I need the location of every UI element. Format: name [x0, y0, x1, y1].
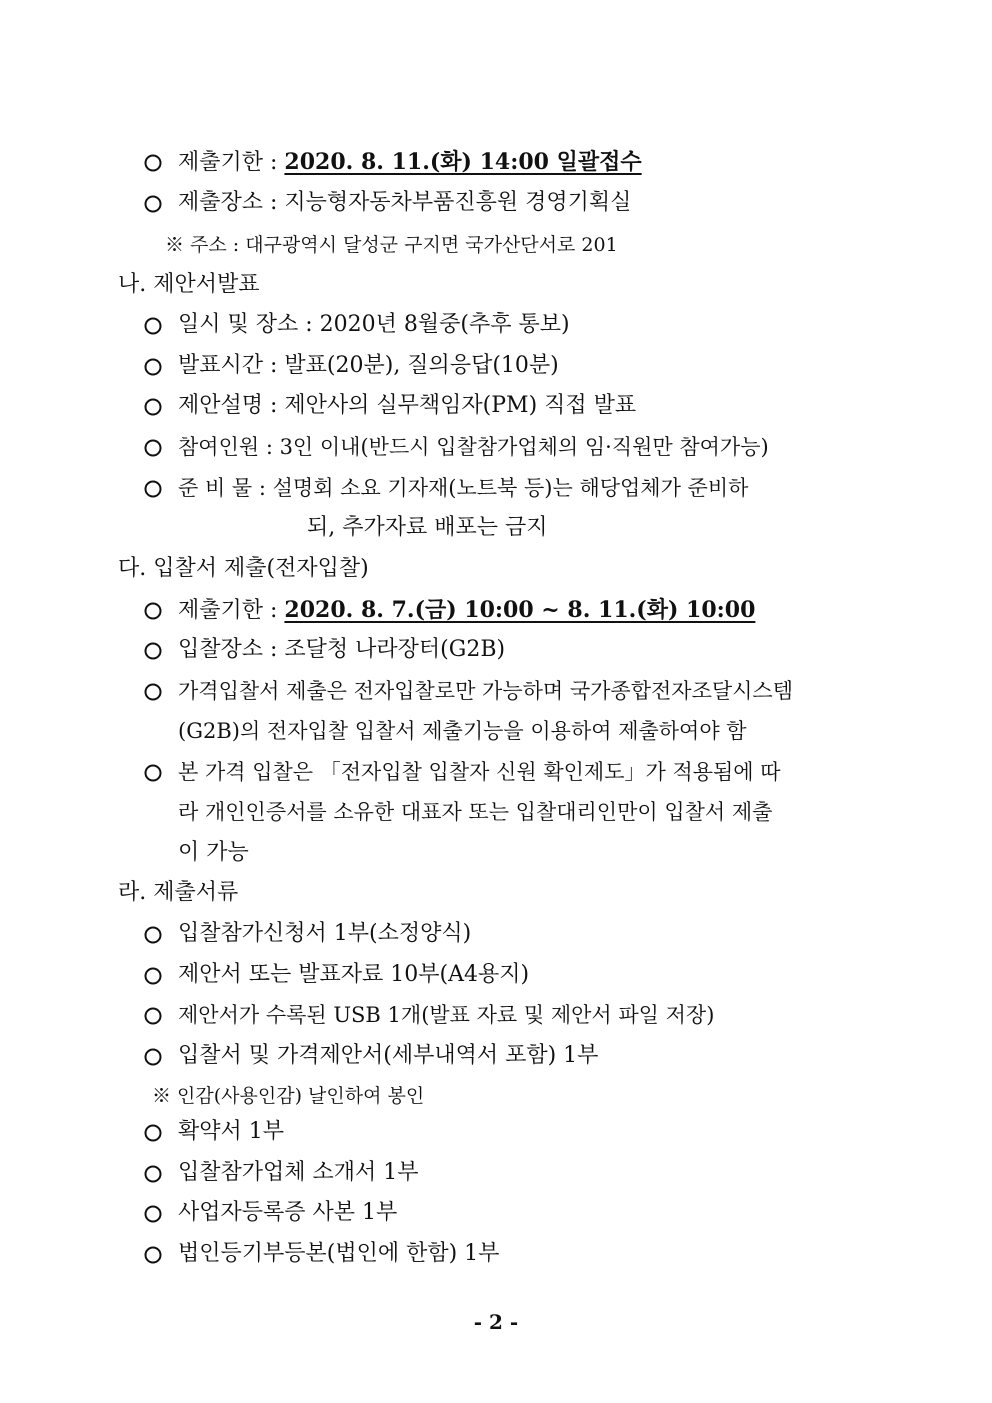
circle-bullet-icon	[143, 1047, 163, 1067]
submit-place-text: 제출장소 : 지능형자동차부품진흥원 경영기획실	[178, 190, 632, 215]
circle-bullet-icon	[143, 601, 163, 621]
deadline-label: 제출기한 :	[178, 598, 278, 623]
circle-bullet-icon	[143, 641, 163, 661]
circle-bullet-icon	[143, 1245, 163, 1265]
circle-bullet-icon	[143, 357, 163, 377]
circle-bullet-icon	[143, 1164, 163, 1184]
page-number: - 2 -	[473, 1310, 519, 1334]
seal-note: ※ 인감(사용인감) 날인하여 봉인	[152, 1085, 425, 1107]
circle-bullet-icon	[143, 925, 163, 945]
circle-bullet-icon	[143, 479, 163, 499]
circle-bullet-icon	[143, 682, 163, 702]
circle-bullet-icon	[143, 194, 163, 214]
circle-bullet-icon	[143, 153, 163, 173]
document-page: 제출기한 : 2020. 8. 11.(화) 14:00 일괄접수 제출장소 : 지능형자동차부품진흥원 경영기획실 ※ 주소 : 대구광역시 달성군 구지면 국가산단서로 201 나. 제안서발표 일시 및 장소 : 2020년 8월중(추후 통보) 발표시간 : 발표(20분), 질의응답(10분) 제안설명 : 제안사의 실무책임자(PM) 직접 발표 참여인원 : 3인 이내(반드시 입찰참가업체의 임·직원만 참여가능) 준 비 물 : 설명회 소요 기자재(노트북 등)는 해당업체가 준비하 되, 추가자료 배포는 금지 다. 입찰서 제출(전자입찰) 제출기한 : 2020. 8. 7.(금) 10:00 ~ 8. 11.(화) 10:00 입찰장소 : 조달청 나라장터(G2B) 가격입찰서 제출은 전자입찰로만 가능하며 국가종합전자조달시스템 (G2B)의 전자입찰 입찰서 제출기능을 이용하여 제출하여야 함 본 가격 입찰은 「전자입찰 입찰자 신원 확인제도」가 적용됨에 따 라 개인인증서를 소유한 대표자 또는 입찰대리인만이 입찰서 제출 이 가능 라. 제출서류 입찰참가신청서 1부(소정양식) 제안서 또는 발표자료 10부(A4용지) 제안서가 수록된 USB 1개(발표 자료 및 제안서 파일 저장) 입찰서 및 가격제안서(세부내역서 포함) 1부 ※ 인감(사용인감) 날인하여 봉인 확약서 1부 입찰참가업체 소개서 1부 사업자등록증 사본 1부 법인등기부등본(법인에 한함) 1부 - 2 -	[0, 0, 992, 1403]
circle-bullet-icon	[143, 966, 163, 986]
address-note: ※ 주소 : 대구광역시 달성군 구지면 국가산단서로 201	[165, 234, 618, 256]
circle-bullet-icon	[143, 316, 163, 336]
circle-bullet-icon	[143, 1006, 163, 1026]
deadline-value: 2020. 8. 11.(화) 14:00 일괄접수	[284, 149, 642, 175]
deadline-value: 2020. 8. 7.(금) 10:00 ~ 8. 11.(화) 10:00	[284, 597, 756, 623]
circle-bullet-icon	[143, 438, 163, 458]
circle-bullet-icon	[143, 397, 163, 417]
deadline-label: 제출기한 :	[178, 150, 278, 175]
circle-bullet-icon	[143, 763, 163, 783]
circle-bullet-icon	[143, 1123, 163, 1143]
circle-bullet-icon	[143, 1204, 163, 1224]
